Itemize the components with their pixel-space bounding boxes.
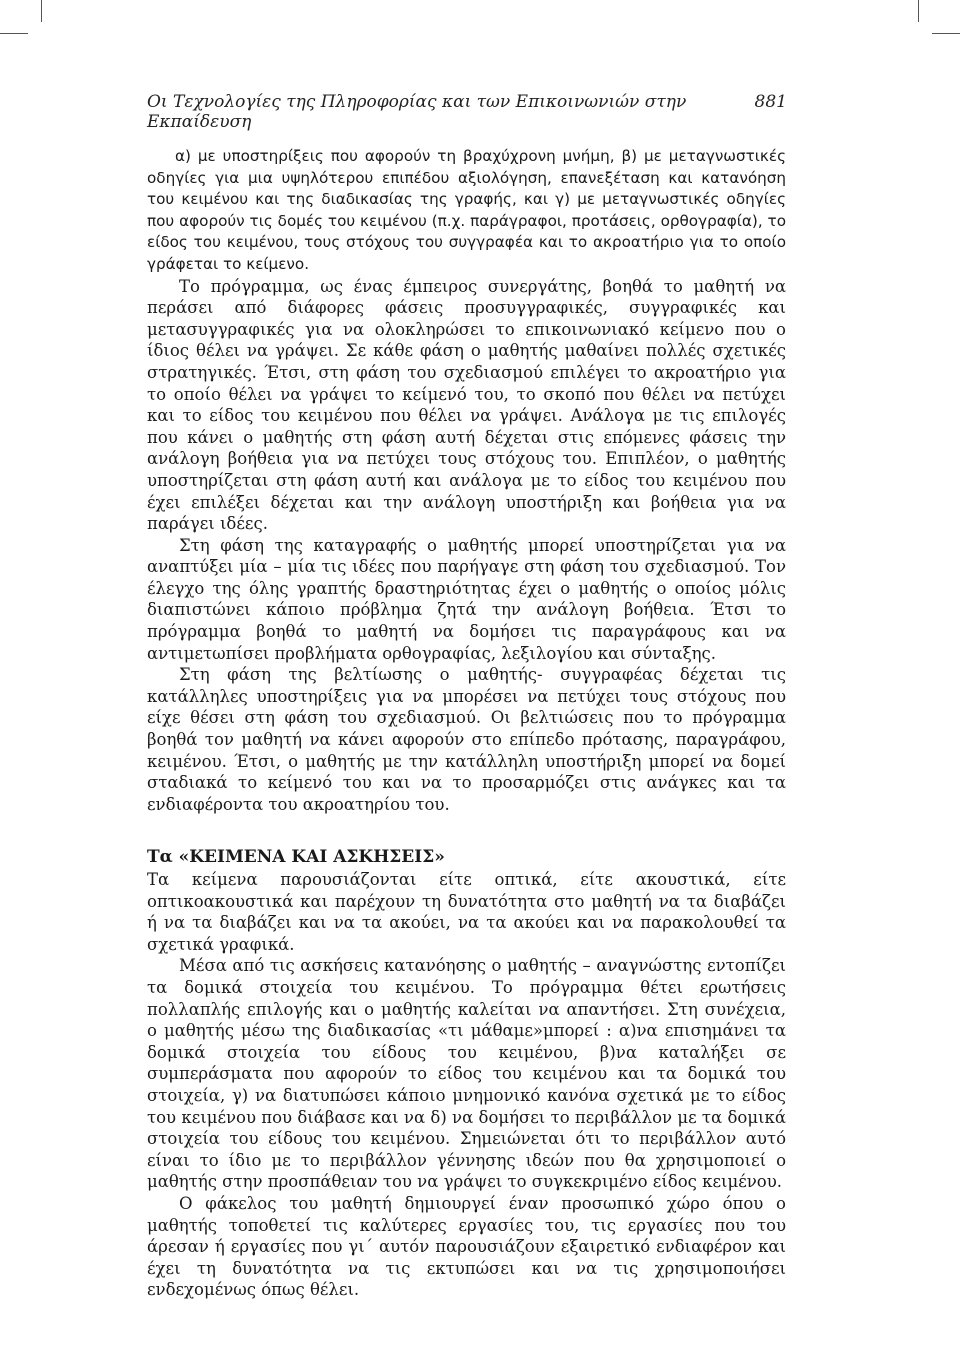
running-title: Οι Τεχνολογίες της Πληροφορίας και των Επικοινωνιών στην Εκπαίδευση [147,92,687,132]
paragraph: Ο φάκελος του μαθητή δημιουργεί έναν προσωπικό χώρο όπου ο μαθητής τοποθετεί τις καλύτερες εργασίες του, τις εργασίες που του άρεσαν ή εργασίες που γι΄ αυτόν παρουσιάζουν εξαιρετικό ενδιαφέρον και έχει τη δυνατότητα να τις εκτυπώσει και να τις χρησιμοποιήσει ενδεχομένως όπως θέλει. [147,1193,786,1300]
page-number: 881 [754,92,787,112]
running-header [147,92,787,132]
crop-mark [918,0,919,22]
crop-mark [41,0,42,22]
crop-mark [932,33,960,34]
crop-mark [0,33,28,34]
paragraph: α) με υποστηρίξεις που αφορούν τη βραχύχρονη μνήμη, β) με μεταγνωστικές οδηγίες για μια υψηλότερου επιπέδου αξιολόγηση, επανεξέταση και κατανόηση του κειμένου και της διαδικασίας της γραφής, και γ) με μεταγνωστικές οδηγίες που αφορούν τις δομές του κειμένου (π.χ. παράγραφοι, προτάσεις, ορθογραφία), το είδος του κειμένου, τους στόχους του συγγραφέα και το ακροατήριο για το οποίο γράφεται το κείμενο. [147,147,786,273]
section-heading: Τα «ΚΕΙΜΕΝΑ ΚΑΙ ΑΣΚΗΣΕΙΣ» [147,847,445,868]
paragraph: Τα κείμενα παρουσιάζονται είτε οπτικά, είτε ακουστικά, είτε οπτικοακουστικά και παρέχουν τη δυνατότητα στο μαθητή να τα διαβάζει ή να τα διαβάζει και να τα ακούει, να τα ακούει και να παρακολουθεί τα σχετικά γραφικά. [147,870,786,954]
paragraph: Το πρόγραμμα, ως ένας έμπειρος συνεργάτης, βοηθά το μαθητή να περάσει από διάφορες φάσεις προσυγγραφικές, συγγραφικές και μετασυγγραφικές για να ολοκληρώσει το επικοινωνιακό κείμενο που ο ίδιος θέλει να γράψει. Σε κάθε φάση ο μαθητής μαθαίνει πολλές σχετικές στρατηγικές. Έτσι, στη φάση του σχεδιασμού επιλέγει το ακροατήριο για το οποίο θέλει να γράψει το κείμενό του, το σκοπό που θέλει να πετύχει και το είδος του κειμένου που θέλει να γράψει. Ανάλογα με τις επιλογές που κάνει ο μαθητής στη φάση αυτή δέχεται στις επόμενες φάσεις την ανάλογη βοήθεια για να πετύχει τους στόχους του. Επιπλέον, ο μαθητής υποστηρίζεται στη φάση αυτή και ανάλογα με το είδος του κειμένου που έχει επιλέξει δέχεται και την ανάλογη υποστήριξη και βοήθεια για να παράγει ιδέες. [147,276,786,534]
paragraph: Στη φάση της βελτίωσης ο μαθητής- συγγραφέας δέχεται τις κατάλληλες υποστηρίξεις για να μπορέσει να πετύχει τους στόχους που είχε θέσει στη φάση του σχεδιασμού. Οι βελτιώσεις που το πρόγραμμα βοηθά τον μαθητή να κάνει αφορούν στο επίπεδο πρότασης, παραγράφου, κειμένου. Έτσι, ο μαθητής με την κατάλληλη υποστήριξη μπορεί να δομεί σταδιακά το κείμενό του και να το προσαρμόζει στις ανάγκες και τα ενδιαφέροντα του ακροατηρίου του. [147,665,786,814]
paragraph: Στη φάση της καταγραφής ο μαθητής μπορεί υποστηρίζεται για να αναπτύξει μία – μία τις ιδέες που παρήγαγε στη φάση του σχεδιασμού. Τον έλεγχο της όλης γραπτής δραστηριότητας έχει ο μαθητής ο οποίος μόλις διαπιστώνει κάποιο πρόβλημα ζητά την ανάλογη βοήθεια. Έτσι το πρόγραμμα βοηθά το μαθητή να δομήσει τις παραγράφους και να αντιμετωπίσει προβλήματα ορθογραφίας, λεξιλογίου και σύνταξης. [147,535,786,663]
body-text [147,146,786,1301]
paragraph: Μέσα από τις ασκήσεις κατανόησης ο μαθητής – αναγνώστης εντοπίζει τα δομικά στοιχεία του κειμένου. Το πρόγραμμα θέτει ερωτήσεις πολλαπλής επιλογής και ο μαθητής καλείται να απαντήσει. Στη συνέχεια, ο μαθητής μέσω της διαδικασίας «τι μάθαμε»μπορεί : α)να επισημάνει τα δομικά στοιχεία του είδους του κειμένου, β)να καταλήξει σε συμπεράσματα που αφορούν το είδος του κειμένου και τα δομικά του στοιχεία, γ) να διατυπώσει κάποιο μνημονικό κανόνα σχετικά με το είδος του κειμένου που διάβασε και να δ) να δομήσει το περιβάλλον με τα δομικά στοιχεία του είδους του κειμένου. Σημειώνεται ότι το περιβάλλον αυτό είναι το ίδιο με το περιβάλλον γέννησης ιδεών που θα χρησιμοποιεί ο μαθητής στην προσπάθειαν του να γράψει το συγκεκριμένο είδος κειμένου. [147,956,786,1192]
